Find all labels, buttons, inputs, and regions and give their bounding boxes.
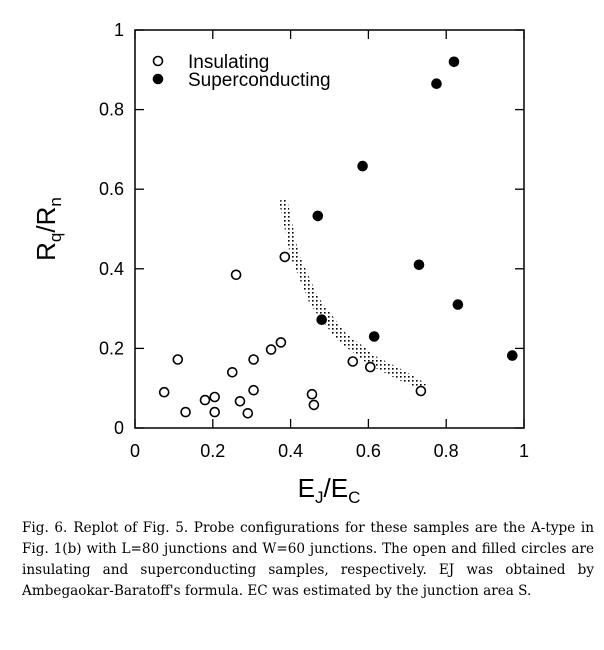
figure-caption (22, 518, 594, 602)
legend-marker-superconducting (154, 75, 163, 84)
insulating-point (210, 393, 219, 402)
superconducting-point (358, 162, 367, 171)
insulating-point (173, 355, 182, 364)
superconducting-point (313, 211, 322, 220)
superconducting-point (317, 315, 326, 324)
x-tick-label: 1 (518, 441, 530, 461)
legend (154, 52, 331, 91)
insulating-point (228, 368, 237, 377)
insulating-point (366, 363, 375, 372)
insulating-point (276, 338, 285, 347)
caption-text: Replot of Fig. 5. Probe configurations for these samples are the A-type in Fig. 1(b) with L=80 junctions and W=60 junctions. The open and filled circles are insulating and superconducting samples, respectively. EJ was obtained by Ambegaokar-Baratoff's formula. EC was estimated by the junction area S. (22, 520, 594, 599)
insulating-point (243, 409, 252, 418)
superconducting-point (508, 351, 517, 360)
superconducting-point (453, 300, 462, 309)
insulating-point (236, 397, 245, 406)
x-tick-label: 0.6 (355, 441, 381, 461)
insulating-point (348, 357, 357, 366)
insulating-point (308, 390, 317, 399)
insulating-point (249, 355, 258, 364)
insulating-point (232, 270, 241, 279)
y-tick-label: 0.2 (98, 338, 124, 359)
caption-figure-label: Fig. 6. (22, 520, 68, 536)
legend-label-superconducting: Superconducting (188, 70, 331, 91)
x-tick-label: 0.8 (433, 441, 459, 461)
insulating-point (416, 387, 425, 396)
x-tick-label: 0 (129, 441, 141, 461)
superconducting-point (370, 332, 379, 341)
y-tick-label: 0 (113, 418, 124, 438)
y-tick-label: 0.6 (98, 179, 124, 200)
insulating-point (210, 408, 219, 417)
insulating-point (160, 388, 169, 397)
y-tick-label: 0.8 (98, 99, 124, 120)
insulating-point (267, 345, 276, 354)
legend-label-insulating: Insulating (188, 52, 270, 73)
legend-marker-insulating (154, 57, 163, 66)
insulating-point (249, 386, 258, 395)
superconducting-point (415, 260, 424, 269)
x-axis-label: $E_J/E_C$ (297, 473, 361, 507)
x-tick-label: 0.2 (200, 441, 226, 461)
insulating-point (309, 400, 318, 409)
insulating-point (280, 252, 289, 261)
insulating-point (201, 396, 210, 405)
y-tick-label: 1 (113, 20, 124, 40)
superconducting-point (432, 79, 441, 88)
x-tick-label: 0.4 (278, 441, 304, 461)
y-tick-label: 0.4 (98, 258, 124, 279)
y-axis-label: $R_q/R_n$ (31, 197, 65, 261)
superconducting-point (450, 57, 459, 66)
insulating-point (181, 408, 190, 417)
data-points (160, 57, 517, 418)
